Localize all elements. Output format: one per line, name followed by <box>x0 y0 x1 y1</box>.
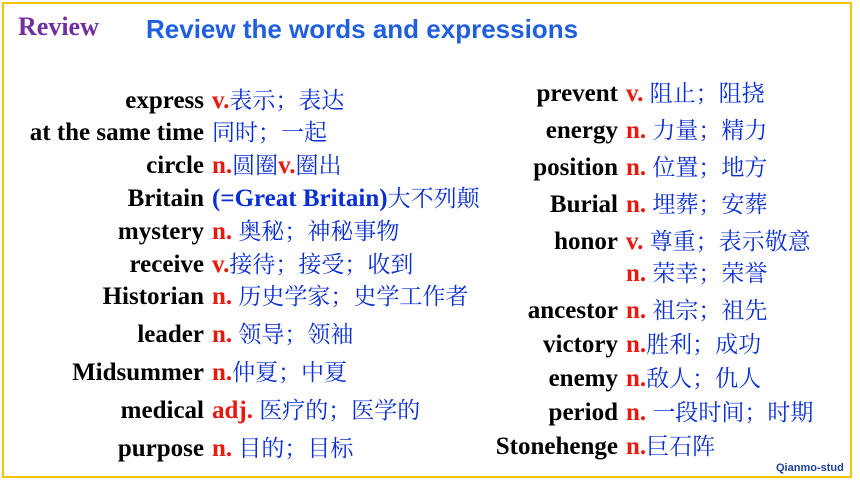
vocab-meaning: 荣幸；荣誉 <box>652 261 768 287</box>
vocab-meaning: 敌人；仇人 <box>646 366 762 392</box>
vocab-meaning: 圆圈 <box>232 153 279 179</box>
slide-title: Review the words and expressions <box>146 14 579 44</box>
vocab-meaning: 胜利；成功 <box>646 332 762 358</box>
vocab-meaning: 巨石阵 <box>646 434 716 460</box>
vocab-meaning: 位置；地方 <box>652 155 768 181</box>
vocab-meaning: 目的；目标 <box>238 436 354 462</box>
vocab-pos: n. <box>626 117 647 144</box>
vocab-word: leader <box>137 321 204 348</box>
vocab-meaning: 接待；接受；收到 <box>229 252 414 278</box>
vocab-row-burial <box>0 188 860 222</box>
vocab-word: Midsummer <box>72 359 204 386</box>
vocab-pos: n. <box>626 365 647 392</box>
vocab-row-honor-noun <box>0 257 860 291</box>
vocab-word: Burial <box>549 191 618 218</box>
vocab-row-ancestor <box>0 294 860 328</box>
vocab-pos: n. <box>626 399 647 426</box>
vocab-pos: n. <box>626 191 647 218</box>
vocab-pos: n. <box>212 359 233 386</box>
vocab-word: purpose <box>117 435 204 462</box>
vocab-pos: n. <box>626 331 647 358</box>
vocab-meaning: 埋葬；安葬 <box>652 192 768 218</box>
vocab-meaning: 力量；精力 <box>652 118 768 144</box>
vocab-word: Britain <box>127 185 204 212</box>
vocab-pos: n. <box>626 154 647 181</box>
vocab-row-prevent <box>0 77 860 111</box>
vocab-word: victory <box>543 331 618 358</box>
vocab-word: medical <box>120 397 204 424</box>
vocab-word: mystery <box>117 218 204 245</box>
vocab-pos: v. <box>212 87 230 114</box>
vocab-meaning: 祖宗；祖先 <box>652 298 768 324</box>
vocab-meaning: 尊重；表示敬意 <box>649 229 811 255</box>
vocab-meaning-english: (=Great Britain) <box>212 185 388 212</box>
vocab-pos: n. <box>626 260 647 287</box>
vocab-word: energy <box>545 117 618 144</box>
vocab-row-enemy <box>0 362 860 396</box>
vocab-meaning: 医疗的；医学的 <box>259 398 421 424</box>
vocab-word: Historian <box>102 283 204 310</box>
vocab-word: receive <box>129 251 204 278</box>
vocab-pos-secondary: v. <box>278 152 296 179</box>
review-tag: Review <box>18 12 99 41</box>
vocab-word: express <box>125 87 204 114</box>
vocab-word: enemy <box>548 365 618 392</box>
vocab-word: ancestor <box>527 297 618 324</box>
vocab-pos: n. <box>626 433 647 460</box>
vocab-meaning-secondary: 圈出 <box>295 153 342 179</box>
vocab-row-honor <box>0 225 860 259</box>
vocab-row-stonehenge <box>0 430 860 464</box>
vocab-word: honor <box>554 228 618 255</box>
vocab-pos: v. <box>626 80 644 107</box>
vocab-row-victory <box>0 328 860 362</box>
watermark-text: Qianmo-stud <box>776 462 844 474</box>
vocab-meaning: 同时；一起 <box>212 120 327 146</box>
vocab-meaning: 阻止；阻挠 <box>649 81 765 107</box>
vocab-pos: n. <box>212 435 233 462</box>
vocab-row-position <box>0 151 860 185</box>
vocab-row-energy <box>0 114 860 148</box>
vocab-meaning: 领导；领袖 <box>238 322 354 348</box>
vocab-pos: n. <box>212 152 233 179</box>
vocab-pos: n. <box>212 283 233 310</box>
vocab-meaning: 奥秘；神秘事物 <box>238 219 400 245</box>
vocab-pos: n. <box>626 297 647 324</box>
vocab-word: prevent <box>536 80 618 107</box>
vocab-pos: v. <box>212 251 230 278</box>
vocab-meaning: 表示；表达 <box>229 88 345 114</box>
vocab-word: Stonehenge <box>495 433 618 460</box>
vocab-meaning: 历史学家；史学工作者 <box>238 284 469 310</box>
vocab-word: circle <box>146 152 204 179</box>
vocab-word: at the same time <box>29 119 204 146</box>
vocab-pos: n. <box>212 218 233 245</box>
vocab-word: period <box>548 399 618 426</box>
vocab-meaning: 仲夏；中夏 <box>232 360 348 386</box>
vocab-pos: v. <box>626 228 644 255</box>
vocab-pos: adj. <box>212 397 253 424</box>
vocab-meaning: 一段时间；时期 <box>652 400 814 426</box>
vocab-row-period <box>0 396 860 430</box>
vocab-meaning: 大不列颠 <box>387 186 480 212</box>
vocab-pos: n. <box>212 321 233 348</box>
vocab-word: position <box>533 154 618 181</box>
